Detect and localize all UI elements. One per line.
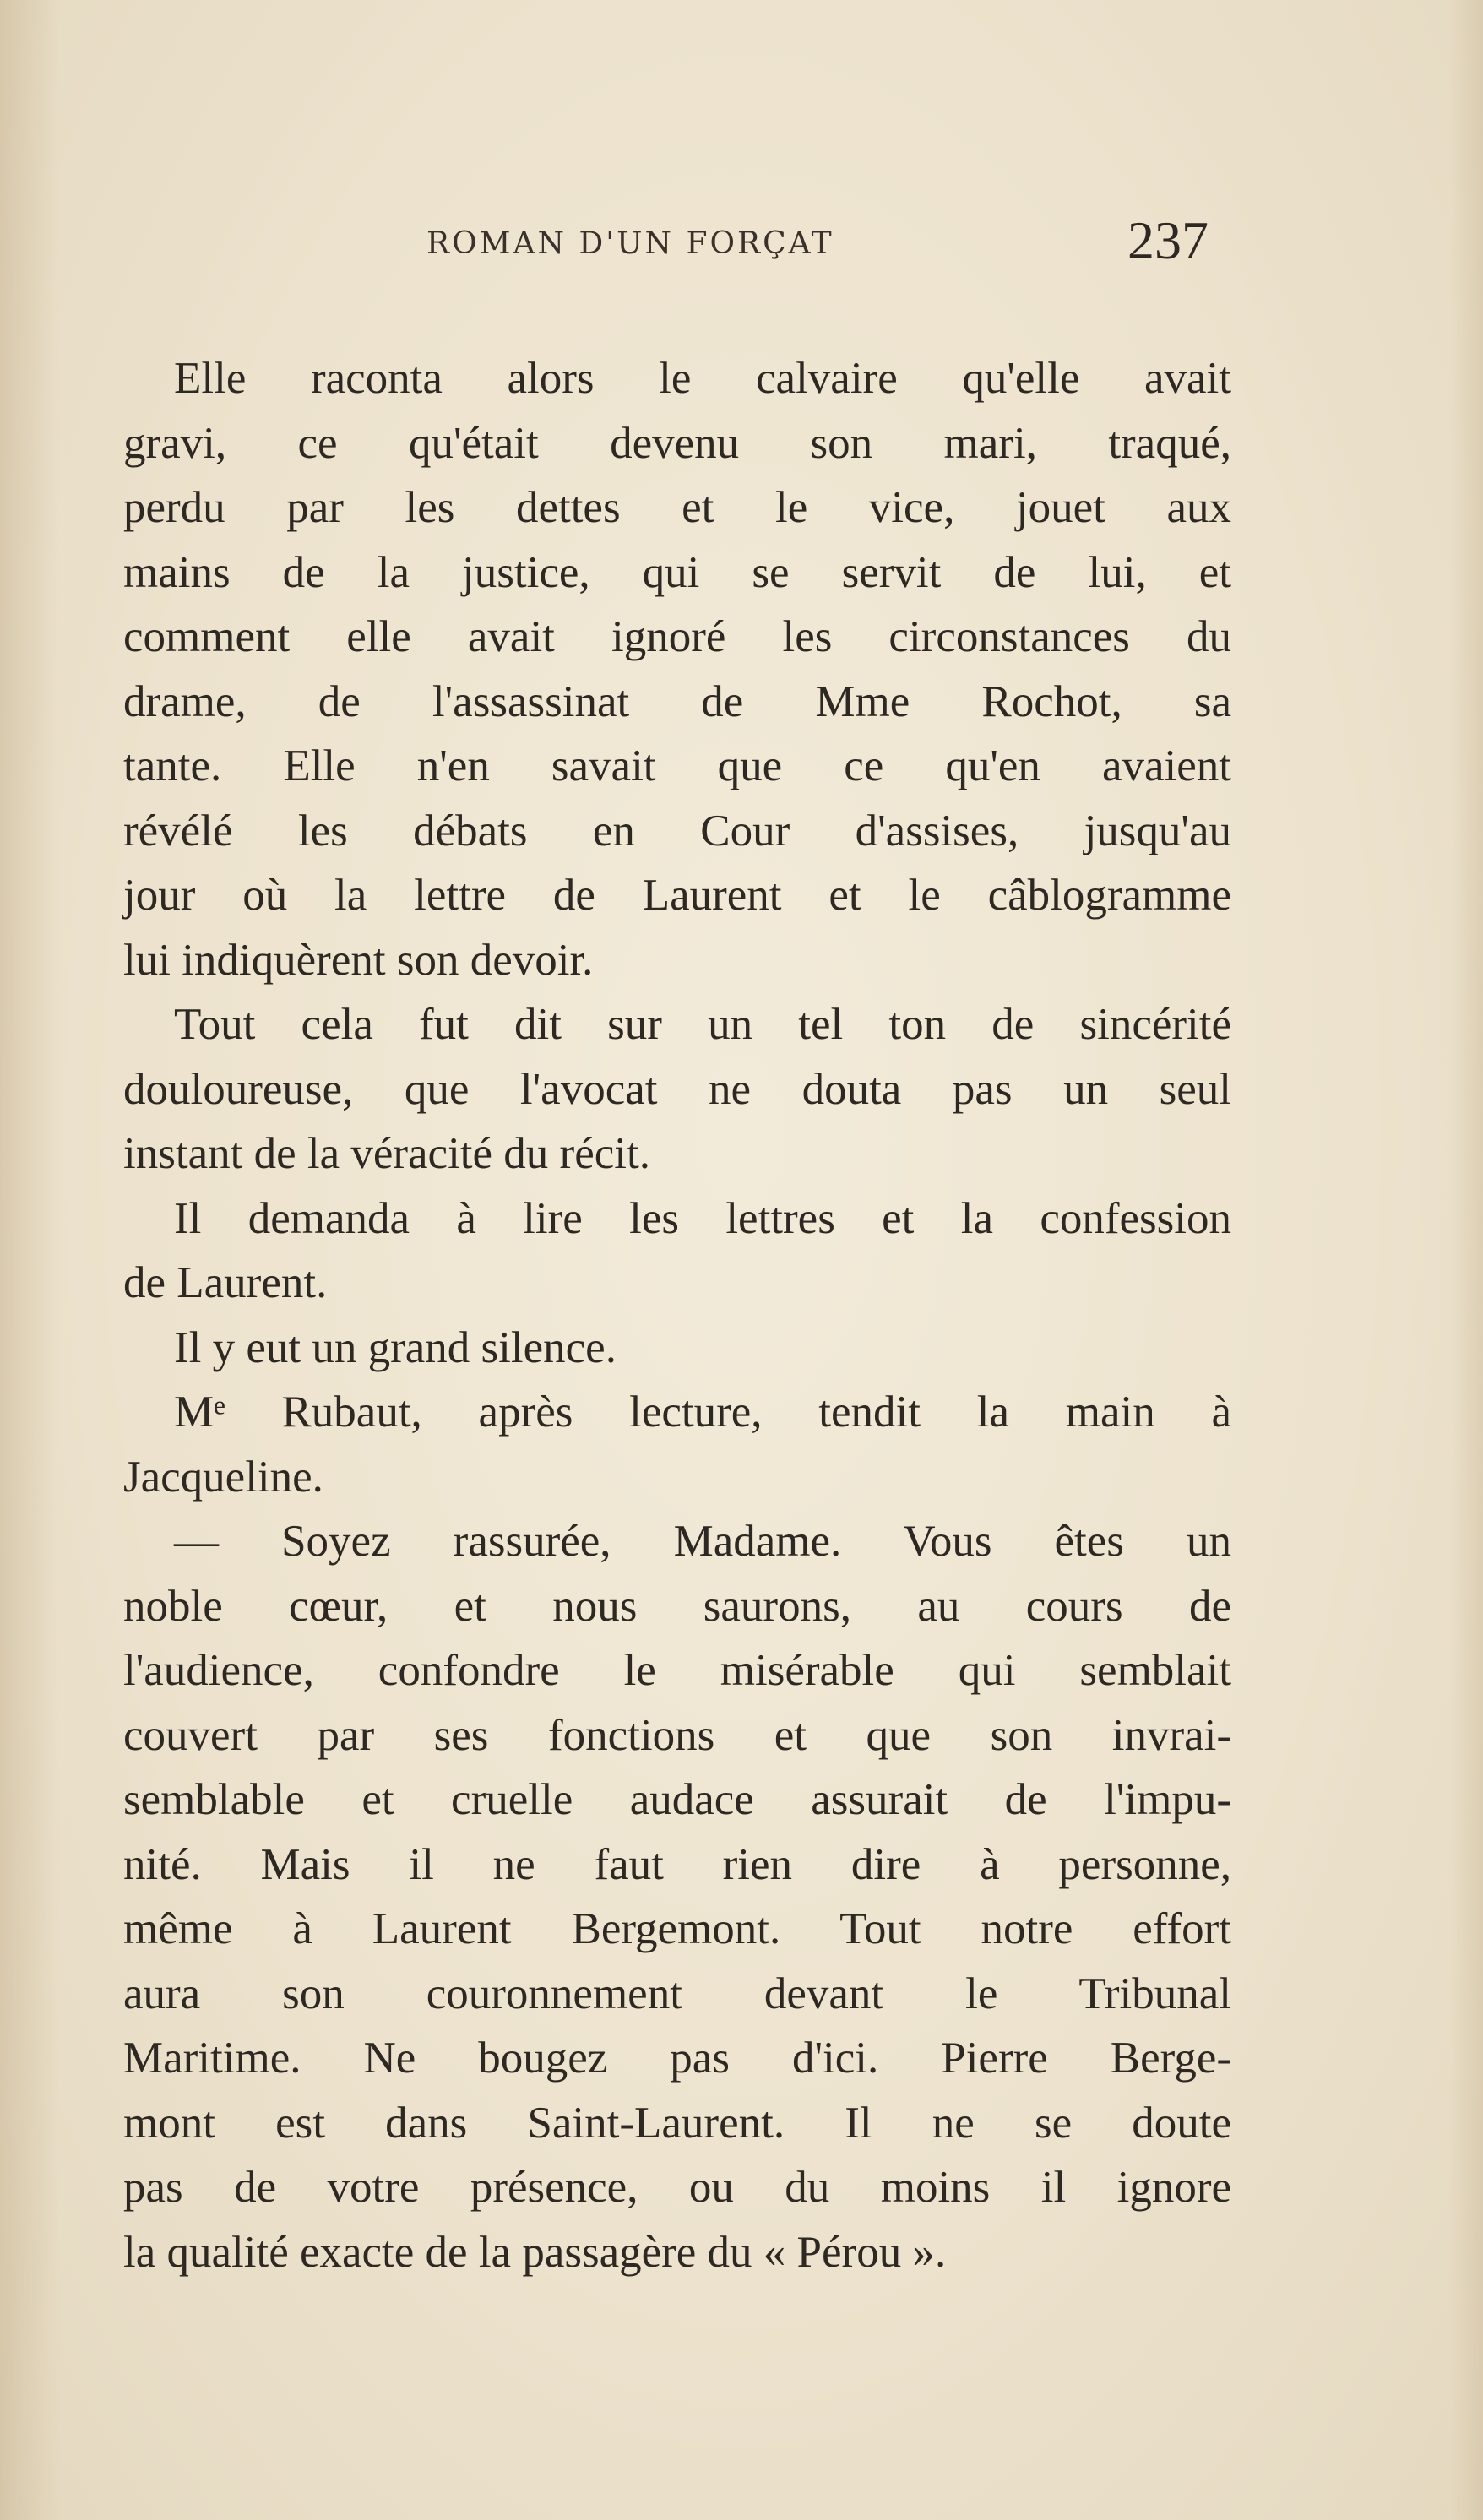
text-line: mont est dans Saint-Laurent. Il ne se doute bbox=[123, 2098, 1231, 2148]
page-gutter-shadow bbox=[0, 0, 59, 2520]
text-line: douloureuse, que l'avocat ne douta pas un seul bbox=[123, 1064, 1231, 1114]
text-line: comment elle avait ignoré les circonstances du bbox=[123, 612, 1231, 661]
text-line: Jacqueline. bbox=[123, 1452, 323, 1502]
page-edge-shadow bbox=[1449, 0, 1483, 2520]
text-line: pas de votre présence, ou du moins il ignore bbox=[123, 2163, 1231, 2212]
text-line: nité. Mais il ne faut rien dire à personne, bbox=[123, 1839, 1231, 1889]
text-line: Il y eut un grand silence. bbox=[174, 1322, 617, 1372]
text-line: — Soyez rassurée, Madame. Vous êtes un bbox=[174, 1517, 1231, 1566]
text-line: tante. Elle n'en savait que ce qu'en avaient bbox=[123, 741, 1231, 790]
text-line: jour où la lettre de Laurent et le câblogramme bbox=[123, 871, 1231, 920]
text-line: instant de la véracité du récit. bbox=[123, 1129, 650, 1178]
text-line: lui indiquèrent son devoir. bbox=[123, 935, 594, 985]
text-line: l'audience, confondre le misérable qui semblait bbox=[123, 1646, 1231, 1695]
text-line: couvert par ses fonctions et que son invrai- bbox=[123, 1710, 1231, 1760]
text-line: la qualité exacte de la passagère du « Pérou ». bbox=[123, 2227, 947, 2277]
text-line: Il demanda à lire les lettres et la confession bbox=[174, 1193, 1231, 1243]
text-line: Mᵉ Rubaut, après lecture, tendit la main à bbox=[174, 1388, 1231, 1437]
text-line: drame, de l'assassinat de Mme Rochot, sa bbox=[123, 676, 1231, 726]
text-line: semblable et cruelle audace assurait de l'impu- bbox=[123, 1775, 1231, 1824]
text-line: même à Laurent Bergemont. Tout notre effort bbox=[123, 1904, 1231, 1953]
text-line: de Laurent. bbox=[123, 1258, 328, 1307]
running-title: ROMAN D'UN FORÇAT bbox=[426, 226, 834, 261]
body-text bbox=[123, 346, 1231, 2284]
text-line: Maritime. Ne bougez pas d'ici. Pierre Berge- bbox=[123, 2034, 1231, 2083]
text-line: mains de la justice, qui se servit de lui, et bbox=[123, 547, 1231, 597]
text-line: révélé les débats en Cour d'assises, jusqu'au bbox=[123, 806, 1231, 855]
text-line: Tout cela fut dit sur un tel ton de sincérité bbox=[174, 1000, 1231, 1049]
text-line: Elle raconta alors le calvaire qu'elle avait bbox=[174, 354, 1231, 403]
page-number: 237 bbox=[1127, 210, 1209, 270]
text-line: noble cœur, et nous saurons, au cours de bbox=[123, 1581, 1231, 1631]
text-line: gravi, ce qu'était devenu son mari, traqué, bbox=[123, 418, 1231, 468]
text-line: perdu par les dettes et le vice, jouet aux bbox=[123, 483, 1231, 532]
text-line: aura son couronnement devant le Tribunal bbox=[123, 1969, 1231, 2018]
